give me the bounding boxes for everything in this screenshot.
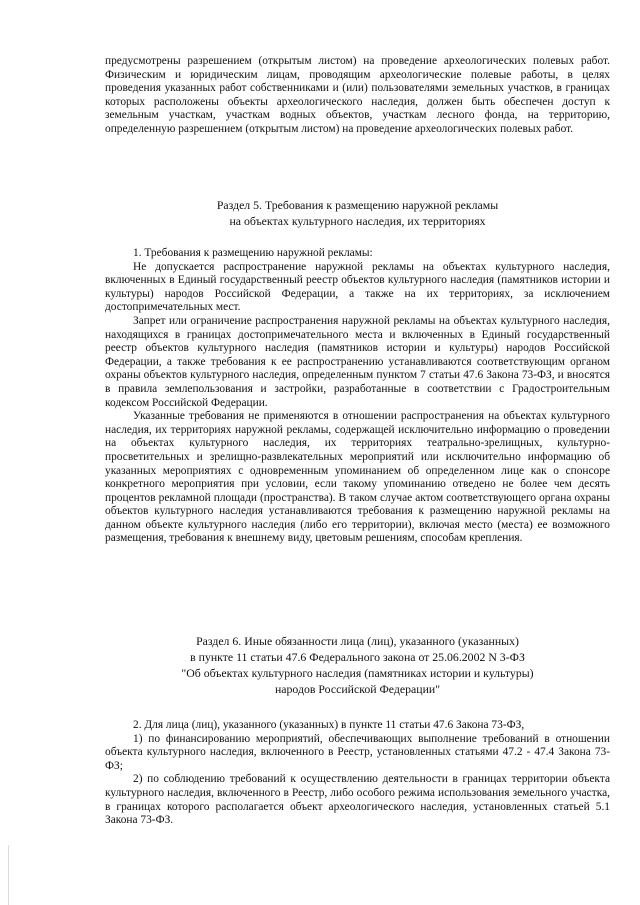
section-5-paragraph-3: Указанные требования не применяются в отношении распространения на объектах культурного наследия, их территориях наружной рекламы, содержащей исключительно информацию о проведении на объектах культурного наследия, их территориях театрально-зрелищных, культурно-просветительных и зрелищно-развлекательных мероприятий или исключительно информацию об указанных мероприятиях с одновременным упоминанием об определенном лице как о спонсоре конкретного мероприятия при условии, если такому упоминанию отведено не более чем десять процентов рекламной площади (пространства). В таком случае актом соответствующего органа охраны объектов культурного наследия устанавливаются требования к размещению наружной рекламы на данном объекте культурного наследия (либо его территории), включая место (места) ее возможного размещения, требования к внешнему виду, цветовым решениям, способам крепления. bbox=[105, 410, 610, 545]
section-5-title-line-1: Раздел 5. Требования к размещению наружной рекламы bbox=[216, 198, 499, 212]
section-6-title-line-1: Раздел 6. Иные обязанности лица (лиц), указанного (указанных) bbox=[196, 634, 519, 648]
section-5-title-line-2: на объектах культурного наследия, их территориях bbox=[229, 214, 486, 228]
section-6-body bbox=[105, 719, 610, 828]
section-5-paragraph-1: Не допускается распространение наружной рекламы на объектах культурного наследия, включенных в Единый государственный реестр объектов культурного наследия (памятников истории и культуры) народов Российской Федерации, а также на их территориях, за исключением достопримечательных мест. bbox=[105, 260, 610, 314]
section-6-title-line-3: "Об объектах культурного наследия (памятниках истории и культуры) bbox=[181, 666, 534, 680]
section-5-heading bbox=[105, 197, 610, 229]
item-2-heading: 2. Для лица (лиц), указанного (указанных) в пункте 11 статьи 47.6 Закона 73-ФЗ, bbox=[133, 719, 525, 731]
intro-block bbox=[105, 55, 610, 137]
item-1-heading: 1. Требования к размещению наружной рекламы: bbox=[133, 247, 373, 259]
section-6-title-line-4: народов Российской Федерации" bbox=[274, 682, 441, 696]
section-6-heading bbox=[105, 633, 610, 697]
section-5-body bbox=[105, 247, 610, 546]
item-2-subitem-1: 1) по финансированию мероприятий, обеспечивающих выполнение требований в отношении объекта культурного наследия, включенного в Реестр, установленных статьями 47.2 - 47.4 Закона 73-ФЗ; bbox=[105, 732, 610, 772]
section-6-title-line-2: в пункте 11 статьи 47.6 Федерального закона от 25.06.2002 N 3-ФЗ bbox=[190, 650, 525, 664]
intro-paragraph: предусмотрены разрешением (открытым листом) на проведение археологических полевых работ. Физическим и юридическим лицам, проводящим археологические полевые работы, в целях проведения указанных работ собственниками и (или) пользователями земельных участков, в границах которых расположены объекты археологического наследия, должен быть обеспечен доступ к земельным участкам, участкам водных объектов, участкам лесного фонда, на территорию, определенную разрешением (открытым листом) на проведение археологических полевых работ. bbox=[105, 55, 610, 135]
section-5-paragraph-2: Запрет или ограничение распространения наружной рекламы на объектах культурного наследия, находящихся в границах достопримечательного места и включенных в Единый государственный реестр объектов культурного наследия (памятников истории и культуры) народов Российской Федерации, а также требования к ее распространению устанавливаются соответствующим органом охраны объектов культурного наследия, определенным пунктом 7 статьи 47.6 Закона 73-ФЗ, и вносятся в правила землепользования и застройки, разработанные в соответствии с Градостроительным кодексом Российской Федерации. bbox=[105, 314, 610, 409]
scan-edge-mark bbox=[8, 845, 9, 905]
item-2-subitem-2: 2) по соблюдению требований к осуществлению деятельности в границах территории объекта культурного наследия, включенного в Реестр, либо особого режима использования земельного участка, в границах которого располагается объект археологического наследия, установленных статьей 5.1 Закона 73-ФЗ. bbox=[105, 773, 610, 827]
